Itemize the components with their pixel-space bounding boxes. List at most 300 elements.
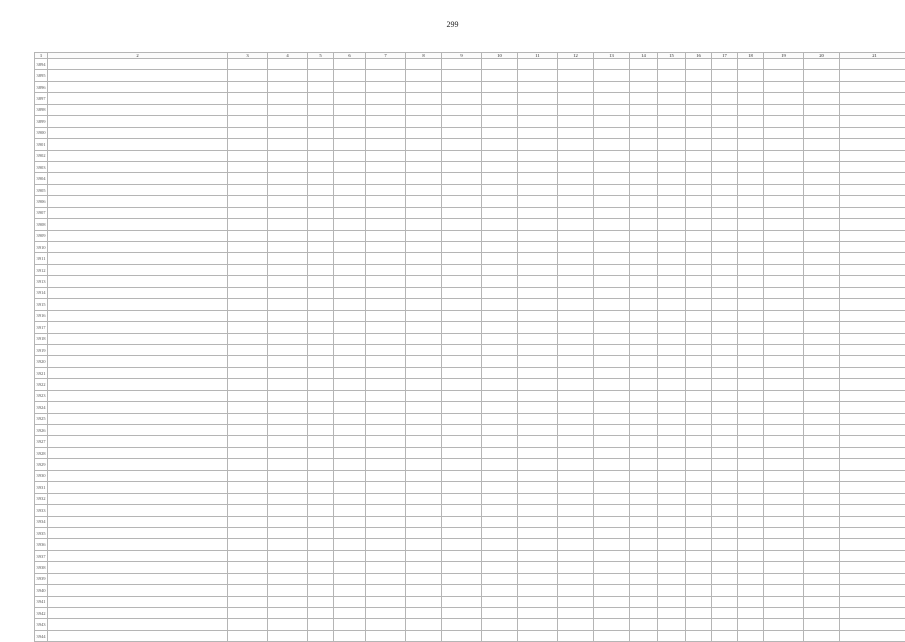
value-cell: [308, 207, 334, 218]
value-cell: [334, 207, 366, 218]
value-cell: [804, 59, 840, 70]
value-cell: [738, 253, 764, 264]
value-cell: [686, 493, 712, 504]
value-cell: [442, 253, 482, 264]
value-cell: [738, 299, 764, 310]
value-cell: [442, 139, 482, 150]
value-cell: [594, 299, 630, 310]
value-cell: [482, 436, 518, 447]
value-cell: [406, 276, 442, 287]
value-cell: [840, 562, 905, 573]
value-cell: [840, 539, 905, 550]
value-cell: [658, 379, 686, 390]
address-cell: [48, 253, 228, 264]
value-cell: [738, 402, 764, 413]
value-cell: [630, 264, 658, 275]
value-cell: [658, 344, 686, 355]
value-cell: [658, 356, 686, 367]
value-cell: [482, 207, 518, 218]
value-cell: [712, 550, 738, 561]
value-cell: [630, 608, 658, 619]
value-cell: [764, 219, 804, 230]
value-cell: [228, 70, 268, 81]
value-cell: [686, 310, 712, 321]
value-cell: [518, 230, 558, 241]
value-cell: [406, 344, 442, 355]
value-cell: [594, 230, 630, 241]
value-cell: [482, 505, 518, 516]
value-cell: [658, 402, 686, 413]
value-cell: [366, 70, 406, 81]
value-cell: [558, 322, 594, 333]
value-cell: [840, 104, 905, 115]
value-cell: [442, 207, 482, 218]
value-cell: [442, 70, 482, 81]
value-cell: [686, 619, 712, 630]
value-cell: [686, 173, 712, 184]
value-cell: [406, 608, 442, 619]
value-cell: [442, 470, 482, 481]
value-cell: [594, 390, 630, 401]
value-cell: [406, 184, 442, 195]
value-cell: [764, 70, 804, 81]
value-cell: [630, 596, 658, 607]
value-cell: [712, 539, 738, 550]
value-cell: [406, 425, 442, 436]
value-cell: [686, 104, 712, 115]
value-cell: [228, 287, 268, 298]
value-cell: [764, 81, 804, 92]
value-cell: [738, 139, 764, 150]
value-cell: [630, 539, 658, 550]
value-cell: [594, 585, 630, 596]
value-cell: [308, 299, 334, 310]
value-cell: [518, 344, 558, 355]
value-cell: [366, 550, 406, 561]
value-cell: [738, 413, 764, 424]
value-cell: [268, 539, 308, 550]
value-cell: [442, 585, 482, 596]
value-cell: [406, 527, 442, 538]
value-cell: [334, 562, 366, 573]
value-cell: [840, 482, 905, 493]
value-cell: [308, 413, 334, 424]
value-cell: [308, 150, 334, 161]
value-cell: [228, 470, 268, 481]
value-cell: [482, 104, 518, 115]
value-cell: [558, 81, 594, 92]
address-cell: [48, 390, 228, 401]
value-cell: [442, 539, 482, 550]
value-cell: [840, 116, 905, 127]
value-cell: [764, 173, 804, 184]
value-cell: [658, 230, 686, 241]
value-cell: [840, 390, 905, 401]
value-cell: [558, 150, 594, 161]
value-cell: [630, 161, 658, 172]
column-number: 8: [406, 53, 442, 59]
table-row: [35, 139, 905, 150]
value-cell: [442, 447, 482, 458]
value-cell: [840, 81, 905, 92]
value-cell: [658, 459, 686, 470]
data-table: [34, 52, 905, 642]
value-cell: [594, 402, 630, 413]
value-cell: [518, 539, 558, 550]
value-cell: [442, 390, 482, 401]
value-cell: [840, 585, 905, 596]
value-cell: [594, 539, 630, 550]
value-cell: [658, 527, 686, 538]
value-cell: [804, 505, 840, 516]
value-cell: [366, 264, 406, 275]
value-cell: [738, 333, 764, 344]
row-number: 3936: [35, 539, 48, 550]
value-cell: [686, 207, 712, 218]
value-cell: [406, 219, 442, 230]
value-cell: [334, 184, 366, 195]
value-cell: [658, 264, 686, 275]
value-cell: [840, 196, 905, 207]
value-cell: [334, 585, 366, 596]
value-cell: [686, 482, 712, 493]
value-cell: [764, 527, 804, 538]
address-cell: [48, 527, 228, 538]
value-cell: [268, 527, 308, 538]
value-cell: [594, 253, 630, 264]
value-cell: [406, 367, 442, 378]
value-cell: [738, 310, 764, 321]
value-cell: [840, 596, 905, 607]
value-cell: [228, 482, 268, 493]
value-cell: [334, 70, 366, 81]
value-cell: [334, 310, 366, 321]
value-cell: [804, 367, 840, 378]
table-row: [35, 299, 905, 310]
value-cell: [334, 516, 366, 527]
value-cell: [630, 573, 658, 584]
value-cell: [764, 493, 804, 504]
row-number: 3899: [35, 116, 48, 127]
value-cell: [334, 356, 366, 367]
value-cell: [366, 436, 406, 447]
value-cell: [228, 150, 268, 161]
value-cell: [406, 470, 442, 481]
value-cell: [594, 493, 630, 504]
value-cell: [658, 596, 686, 607]
value-cell: [738, 196, 764, 207]
value-cell: [406, 264, 442, 275]
value-cell: [308, 573, 334, 584]
value-cell: [630, 390, 658, 401]
value-cell: [228, 402, 268, 413]
value-cell: [804, 230, 840, 241]
value-cell: [764, 367, 804, 378]
value-cell: [764, 264, 804, 275]
address-cell: [48, 379, 228, 390]
value-cell: [558, 344, 594, 355]
value-cell: [840, 264, 905, 275]
row-number: 3908: [35, 219, 48, 230]
value-cell: [738, 596, 764, 607]
column-number: 15: [658, 53, 686, 59]
value-cell: [268, 619, 308, 630]
address-cell: [48, 344, 228, 355]
value-cell: [334, 367, 366, 378]
value-cell: [268, 413, 308, 424]
address-cell: [48, 150, 228, 161]
value-cell: [308, 356, 334, 367]
address-cell: [48, 242, 228, 253]
value-cell: [738, 173, 764, 184]
value-cell: [268, 184, 308, 195]
value-cell: [308, 139, 334, 150]
value-cell: [268, 436, 308, 447]
value-cell: [518, 459, 558, 470]
address-cell: [48, 596, 228, 607]
value-cell: [764, 562, 804, 573]
value-cell: [518, 550, 558, 561]
value-cell: [594, 596, 630, 607]
row-number: 3912: [35, 264, 48, 275]
value-cell: [228, 596, 268, 607]
value-cell: [804, 356, 840, 367]
value-cell: [442, 573, 482, 584]
value-cell: [518, 242, 558, 253]
row-number: 3894: [35, 59, 48, 70]
value-cell: [442, 436, 482, 447]
value-cell: [268, 379, 308, 390]
value-cell: [228, 173, 268, 184]
value-cell: [686, 253, 712, 264]
value-cell: [738, 219, 764, 230]
value-cell: [334, 150, 366, 161]
value-cell: [366, 390, 406, 401]
value-cell: [840, 493, 905, 504]
value-cell: [712, 493, 738, 504]
value-cell: [686, 116, 712, 127]
value-cell: [630, 379, 658, 390]
value-cell: [366, 207, 406, 218]
value-cell: [228, 459, 268, 470]
value-cell: [840, 619, 905, 630]
value-cell: [268, 367, 308, 378]
value-cell: [558, 573, 594, 584]
value-cell: [712, 447, 738, 458]
value-cell: [308, 493, 334, 504]
value-cell: [630, 402, 658, 413]
value-cell: [658, 196, 686, 207]
value-cell: [686, 127, 712, 138]
value-cell: [558, 253, 594, 264]
row-number: 3931: [35, 482, 48, 493]
value-cell: [558, 608, 594, 619]
value-cell: [228, 333, 268, 344]
value-cell: [712, 470, 738, 481]
value-cell: [558, 367, 594, 378]
value-cell: [334, 104, 366, 115]
value-cell: [686, 93, 712, 104]
value-cell: [268, 608, 308, 619]
value-cell: [334, 482, 366, 493]
value-cell: [334, 196, 366, 207]
value-cell: [594, 104, 630, 115]
value-cell: [228, 367, 268, 378]
row-number: 3907: [35, 207, 48, 218]
value-cell: [738, 619, 764, 630]
value-cell: [712, 150, 738, 161]
value-cell: [594, 436, 630, 447]
table-row: [35, 402, 905, 413]
value-cell: [658, 253, 686, 264]
value-cell: [334, 447, 366, 458]
address-cell: [48, 230, 228, 241]
value-cell: [738, 562, 764, 573]
address-cell: [48, 184, 228, 195]
value-cell: [308, 344, 334, 355]
value-cell: [442, 173, 482, 184]
value-cell: [334, 127, 366, 138]
value-cell: [594, 264, 630, 275]
value-cell: [268, 550, 308, 561]
value-cell: [268, 322, 308, 333]
value-cell: [268, 596, 308, 607]
table-row: [35, 516, 905, 527]
value-cell: [518, 470, 558, 481]
value-cell: [764, 608, 804, 619]
value-cell: [658, 116, 686, 127]
value-cell: [594, 116, 630, 127]
value-cell: [630, 81, 658, 92]
address-cell: [48, 425, 228, 436]
value-cell: [840, 93, 905, 104]
value-cell: [686, 333, 712, 344]
value-cell: [630, 505, 658, 516]
row-number: 3896: [35, 81, 48, 92]
value-cell: [308, 470, 334, 481]
value-cell: [594, 276, 630, 287]
value-cell: [712, 207, 738, 218]
value-cell: [228, 230, 268, 241]
value-cell: [482, 596, 518, 607]
value-cell: [228, 196, 268, 207]
value-cell: [686, 516, 712, 527]
value-cell: [764, 253, 804, 264]
value-cell: [764, 150, 804, 161]
row-number: 3925: [35, 413, 48, 424]
value-cell: [406, 447, 442, 458]
value-cell: [482, 70, 518, 81]
value-cell: [804, 573, 840, 584]
table-row: [35, 310, 905, 321]
value-cell: [630, 93, 658, 104]
value-cell: [658, 516, 686, 527]
value-cell: [686, 81, 712, 92]
value-cell: [228, 127, 268, 138]
value-cell: [804, 139, 840, 150]
value-cell: [228, 425, 268, 436]
value-cell: [804, 116, 840, 127]
value-cell: [406, 619, 442, 630]
value-cell: [308, 527, 334, 538]
value-cell: [594, 344, 630, 355]
value-cell: [738, 505, 764, 516]
address-cell: [48, 619, 228, 630]
value-cell: [268, 70, 308, 81]
value-cell: [482, 550, 518, 561]
value-cell: [334, 619, 366, 630]
row-number: 3897: [35, 93, 48, 104]
value-cell: [228, 116, 268, 127]
value-cell: [406, 630, 442, 641]
value-cell: [804, 413, 840, 424]
value-cell: [594, 127, 630, 138]
value-cell: [518, 59, 558, 70]
value-cell: [558, 264, 594, 275]
address-cell: [48, 299, 228, 310]
value-cell: [442, 493, 482, 504]
value-cell: [518, 322, 558, 333]
value-cell: [558, 516, 594, 527]
row-number: 3937: [35, 550, 48, 561]
column-number: 19: [764, 53, 804, 59]
value-cell: [366, 367, 406, 378]
row-number: 3916: [35, 310, 48, 321]
value-cell: [308, 173, 334, 184]
value-cell: [518, 425, 558, 436]
value-cell: [308, 322, 334, 333]
value-cell: [658, 276, 686, 287]
value-cell: [840, 573, 905, 584]
value-cell: [308, 367, 334, 378]
value-cell: [764, 585, 804, 596]
value-cell: [518, 184, 558, 195]
value-cell: [366, 287, 406, 298]
value-cell: [268, 127, 308, 138]
row-number: 3913: [35, 276, 48, 287]
value-cell: [482, 585, 518, 596]
value-cell: [228, 344, 268, 355]
value-cell: [518, 127, 558, 138]
value-cell: [630, 562, 658, 573]
value-cell: [558, 379, 594, 390]
value-cell: [334, 264, 366, 275]
value-cell: [482, 161, 518, 172]
value-cell: [366, 447, 406, 458]
row-number: 3920: [35, 356, 48, 367]
table-row: [35, 596, 905, 607]
value-cell: [594, 287, 630, 298]
value-cell: [442, 264, 482, 275]
value-cell: [558, 59, 594, 70]
row-number: 3902: [35, 150, 48, 161]
value-cell: [712, 322, 738, 333]
row-number: 3909: [35, 230, 48, 241]
value-cell: [658, 493, 686, 504]
value-cell: [840, 276, 905, 287]
value-cell: [840, 207, 905, 218]
address-cell: [48, 505, 228, 516]
table-row: [35, 379, 905, 390]
value-cell: [308, 436, 334, 447]
value-cell: [442, 116, 482, 127]
value-cell: [308, 59, 334, 70]
value-cell: [334, 413, 366, 424]
value-cell: [482, 562, 518, 573]
value-cell: [518, 264, 558, 275]
value-cell: [804, 630, 840, 641]
value-cell: [406, 70, 442, 81]
